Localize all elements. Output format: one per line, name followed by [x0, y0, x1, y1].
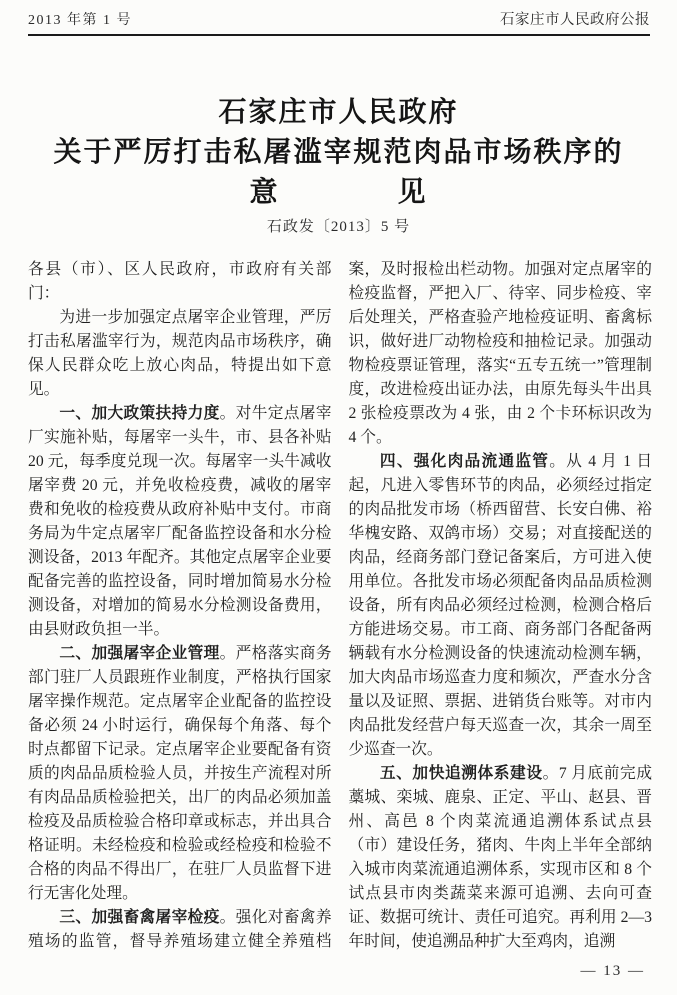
paragraph-text: 。从 4 月 1 日起，凡进入零售环节的肉品，必须经过指定的肉品批发市场（桥西留营、长安白佛、裕华槐安路、双鸽市场）交易；对直接配送的肉品，经商务部门登记备案后，方可进入使用单位。各批发市场必须配备肉品品质检测设备，所有肉品必须经过检测，检测合格后方能进场交易。市工商、商务部门各配备两辆载有水分检测设备的快速流动检测车辆，加大肉品市场巡查力度和频次，严查水分含量以及证照、票据、进销货台账等。对市内肉品批发经营户每天巡查一次，其余一周至少巡查一次。: [348, 453, 652, 758]
document-title-line2: 关于严厉打击私屠滥宰规范肉品市场秩序的: [53, 137, 624, 168]
paragraph-section-5: [349, 762, 653, 954]
title-char-yi: 意: [249, 177, 280, 208]
paragraph-intro: [28, 306, 332, 402]
gazette-title: 石家庄市人民政府公报: [500, 12, 650, 28]
document-title-line3: [0, 173, 677, 213]
document-title: [0, 93, 677, 213]
document-number: 石政发〔2013〕5 号: [266, 219, 411, 235]
section-heading: 四、强化肉品流通监管: [379, 453, 550, 470]
paragraph-text: 。强化对畜禽养殖场的监管，督导养殖场建立健全养殖档案，及时报检出栏动物。加强对定点屠宰的检疫监督，严把入厂、待宰、同步检疫、宰后处理关，严格查验产地检疫证明、畜禽标识，做好进厂动物检疫和抽检记录。加强动物检疫票证管理，落实“五专五统一”管理制度，改进检疫出证办法，由原先每头牛出具 2 张检疫票改为 4 张，由 2 个卡环标识改为 4 个。: [28, 261, 652, 950]
paragraph-text: 为进一步加强定点屠宰企业管理，严厉打击私屠滥宰行为，规范肉品市场秩序，确保人民群众吃上放心肉品，特提出如下意见。: [28, 309, 332, 398]
page-header: [28, 8, 650, 36]
paragraph-text: 。严格落实商务部门驻厂人员跟班作业制度，严格执行国家屠宰操作规范。定点屠宰企业配备的监控设备必须 24 小时运行，确保每个角落、每个时点都留下记录。定点屠宰企业要配备有资质的肉品品质检验人员，并按生产流程对所有肉品品质检验把关，出厂的肉品必须加盖检疫及品质检验合格印章或标志，并出具合格证明。未经检疫和检验或经检疫和检验不合格的肉品不得出厂，在驻厂人员监督下进行无害化处理。: [28, 645, 332, 902]
document-body: [28, 258, 652, 956]
paragraph-text: 。对牛定点屠宰厂实施补贴，每屠宰一头牛，市、县各补贴 20 元，每季度兑现一次。每屠宰一头牛减收屠宰费 20 元，并免收检疫费，减收的屠宰费和免收的检疫费从政府补贴中支付。市商务局为牛定点屠宰厂配备监控设备和水分检测设备，2013 年配齐。其他定点屠宰企业要配备完善的监控设备，同时增加简易水分检测设备，对增加的简易水分检测设备费用，由县财政负担一半。: [28, 405, 332, 638]
paragraph-section-1: [28, 402, 332, 642]
section-heading: 五、加快追溯体系建设: [379, 765, 543, 782]
paragraph-text: 各县（市）、区人民政府，市政府有关部门：: [28, 261, 332, 302]
document-title-line1: 石家庄市人民政府: [218, 97, 459, 128]
paragraph-text: 。7 月底前完成藁城、栾城、鹿泉、正定、平山、赵县、晋州、高邑 8 个肉菜流通追溯体系试点县（市）建设任务，猪肉、牛肉上半年全部纳入城市肉菜流通追溯体系，实现市区和 8 个试点县市肉类蔬菜来源可追溯、去向可查证、数据可统计、责任可追究。再利用 2—3 年时间，使追溯品种扩大至鸡肉，追溯: [348, 765, 652, 950]
section-heading: 二、加强屠宰企业管理: [59, 645, 220, 662]
paragraph-section-2: [28, 642, 332, 906]
paragraph-section-4: [349, 450, 653, 762]
section-heading: 一、加大政策扶持力度: [59, 405, 220, 422]
section-heading: 三、加强畜禽屠宰检疫: [59, 909, 220, 926]
title-char-jian: 见: [397, 177, 428, 208]
page-number: — 13 —: [580, 963, 645, 979]
paragraph-salutation: [28, 258, 332, 306]
issue-number: 2013 年第 1 号: [28, 13, 132, 28]
